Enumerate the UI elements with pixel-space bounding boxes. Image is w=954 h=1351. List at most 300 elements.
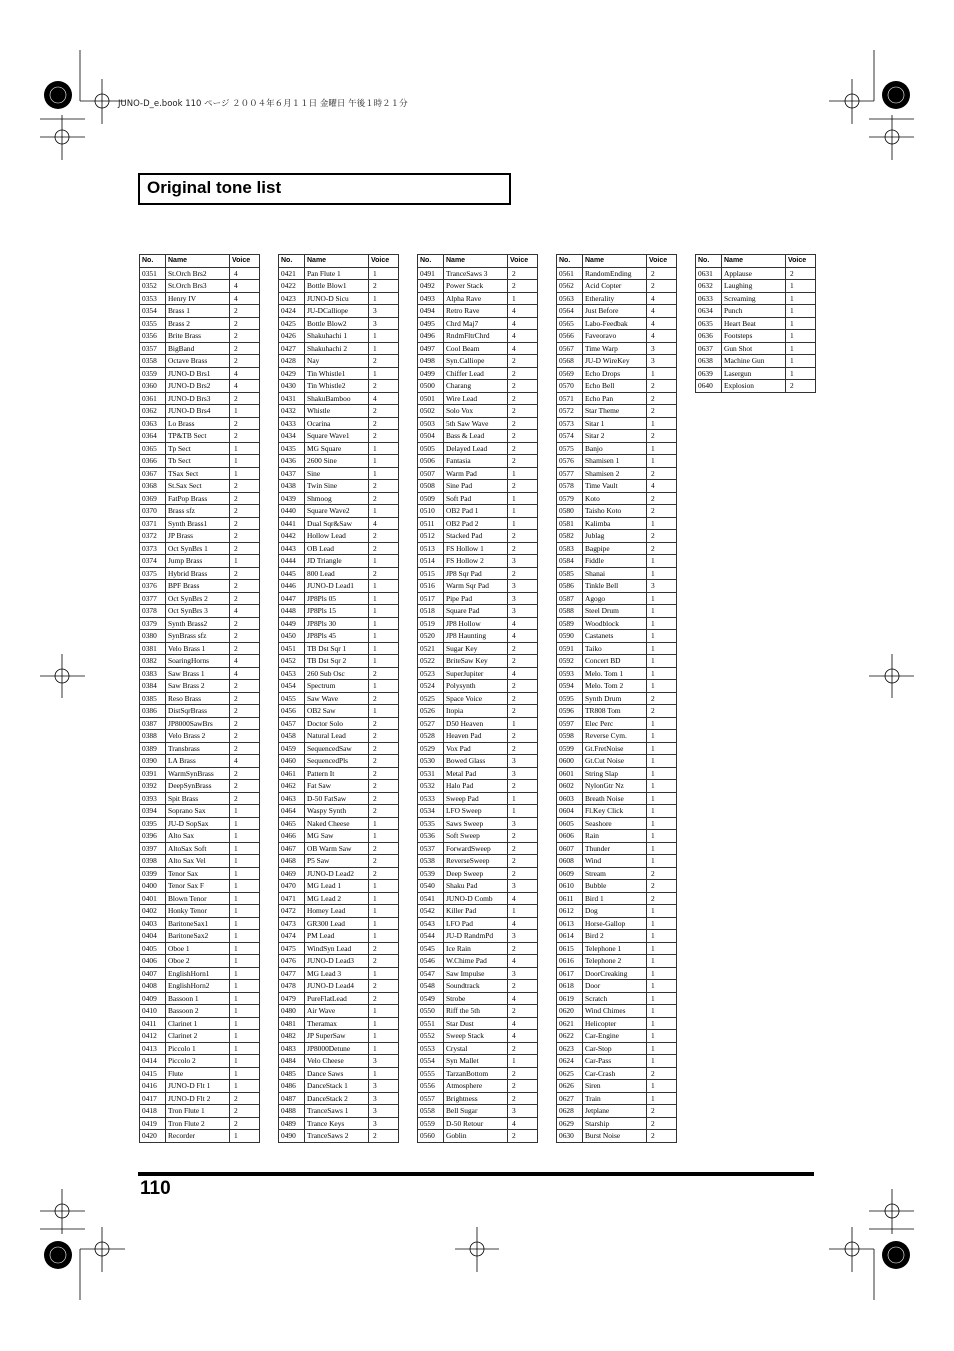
voice-count: 1 — [647, 605, 677, 618]
tone-name: Theramax — [305, 1017, 369, 1030]
tone-number: 0408 — [140, 980, 166, 993]
tone-name: Shanai — [583, 567, 647, 580]
voice-count: 2 — [647, 892, 677, 905]
table-row — [418, 742, 538, 755]
table-row — [418, 292, 538, 305]
table-row — [140, 780, 260, 793]
tone-name: JP8 Haunting — [444, 630, 508, 643]
tone-number: 0627 — [557, 1092, 583, 1105]
tone-number: 0499 — [418, 367, 444, 380]
tone-name: Doctor Solo — [305, 717, 369, 730]
voice-count: 1 — [230, 1055, 260, 1068]
tone-name: TranceSaws 3 — [444, 267, 508, 280]
tone-name: Bubble — [583, 880, 647, 893]
table-row — [418, 430, 538, 443]
tone-name: EnglishHorn2 — [166, 980, 230, 993]
tone-number: 0512 — [418, 530, 444, 543]
tone-name: Jublag — [583, 530, 647, 543]
table-row — [279, 942, 399, 955]
tone-number: 0620 — [557, 1005, 583, 1018]
table-row — [140, 880, 260, 893]
tone-number: 0356 — [140, 330, 166, 343]
tone-name: Air Wave — [305, 1005, 369, 1018]
tone-name: Soundtrack — [444, 980, 508, 993]
tone-number: 0403 — [140, 917, 166, 930]
table-row — [140, 767, 260, 780]
tone-number: 0435 — [279, 442, 305, 455]
table-row — [418, 605, 538, 618]
table-row — [418, 955, 538, 968]
tone-name: W.Chime Pad — [444, 955, 508, 968]
table-row — [557, 455, 677, 468]
table-row — [140, 792, 260, 805]
table-row — [418, 417, 538, 430]
voice-count: 2 — [508, 1067, 538, 1080]
tone-number: 0545 — [418, 942, 444, 955]
tone-name: MG Lead 3 — [305, 967, 369, 980]
table-row — [418, 942, 538, 955]
tone-name: Bassoon 2 — [166, 1005, 230, 1018]
tone-name: TP&TB Sect — [166, 430, 230, 443]
table-row — [418, 617, 538, 630]
table-row — [140, 517, 260, 530]
table-row — [279, 592, 399, 605]
tone-name: Waspy Synth — [305, 805, 369, 818]
tone-number: 0533 — [418, 792, 444, 805]
tone-number: 0507 — [418, 467, 444, 480]
tone-number: 0551 — [418, 1017, 444, 1030]
table-row — [418, 492, 538, 505]
table-row — [279, 1042, 399, 1055]
voice-count: 2 — [647, 1117, 677, 1130]
tone-name: OB2 Saw — [305, 705, 369, 718]
voice-count: 1 — [647, 442, 677, 455]
voice-count: 2 — [647, 392, 677, 405]
tone-name: Ice Rain — [444, 942, 508, 955]
tone-name: Piccolo 2 — [166, 1055, 230, 1068]
tone-name: 5th Saw Wave — [444, 417, 508, 430]
tone-number: 0452 — [279, 655, 305, 668]
table-row — [279, 1017, 399, 1030]
voice-count: 1 — [230, 855, 260, 868]
table-row — [418, 267, 538, 280]
tone-name: Echo Bell — [583, 380, 647, 393]
voice-count: 2 — [230, 542, 260, 555]
tone-name: Charang — [444, 380, 508, 393]
tone-name: JUNO-D Comb — [444, 892, 508, 905]
tone-name: Horse-Gallop — [583, 917, 647, 930]
voice-count: 1 — [786, 367, 816, 380]
tone-name: Clarinet 2 — [166, 1030, 230, 1043]
voice-count: 1 — [508, 792, 538, 805]
voice-count: 4 — [230, 655, 260, 668]
tone-name: Lasergun — [722, 367, 786, 380]
tone-number: 0615 — [557, 942, 583, 955]
tone-number: 0560 — [418, 1130, 444, 1143]
tone-number: 0423 — [279, 292, 305, 305]
voice-count: 4 — [647, 317, 677, 330]
tone-name: ShakuBamboo — [305, 392, 369, 405]
tone-number: 0529 — [418, 742, 444, 755]
tone-number: 0593 — [557, 667, 583, 680]
voice-count: 2 — [230, 642, 260, 655]
tone-table-2 — [278, 254, 399, 1143]
table-row — [140, 867, 260, 880]
table-row — [557, 717, 677, 730]
voice-count: 3 — [508, 605, 538, 618]
table-row — [279, 567, 399, 580]
tone-number: 0628 — [557, 1105, 583, 1118]
table-row — [418, 1105, 538, 1118]
voice-count: 3 — [508, 755, 538, 768]
column-header-no: No. — [140, 255, 166, 268]
tone-name: TranceSaws 1 — [305, 1105, 369, 1118]
tone-number: 0585 — [557, 567, 583, 580]
tone-number: 0353 — [140, 292, 166, 305]
tone-number: 0372 — [140, 530, 166, 543]
tone-name: Melo. Tom 2 — [583, 680, 647, 693]
tone-number: 0640 — [696, 380, 722, 393]
tone-name: Tenor Sax F — [166, 880, 230, 893]
tone-number: 0548 — [418, 980, 444, 993]
voice-count: 2 — [508, 367, 538, 380]
column-header-no: No. — [557, 255, 583, 268]
tone-name: JU-DCalliope — [305, 305, 369, 318]
tone-name: JUNO-D Lead2 — [305, 867, 369, 880]
voice-count: 1 — [230, 555, 260, 568]
tone-name: EnglishHorn1 — [166, 967, 230, 980]
table-row — [279, 867, 399, 880]
tone-name: DanceStack 2 — [305, 1092, 369, 1105]
tone-name: Thunder — [583, 842, 647, 855]
voice-count: 4 — [508, 317, 538, 330]
table-row — [279, 642, 399, 655]
tone-number: 0590 — [557, 630, 583, 643]
table-row — [418, 542, 538, 555]
tone-name: Chrd Maj7 — [444, 317, 508, 330]
table-row — [279, 817, 399, 830]
tone-number: 0431 — [279, 392, 305, 405]
voice-count: 1 — [647, 842, 677, 855]
voice-count: 2 — [508, 530, 538, 543]
tone-number: 0381 — [140, 642, 166, 655]
tone-number: 0434 — [279, 430, 305, 443]
tone-number: 0617 — [557, 967, 583, 980]
tone-number: 0458 — [279, 730, 305, 743]
voice-count: 2 — [369, 955, 399, 968]
tone-name: P5 Saw — [305, 855, 369, 868]
table-row — [557, 1092, 677, 1105]
tone-name: SuperJupiter — [444, 667, 508, 680]
voice-count: 1 — [230, 917, 260, 930]
tone-number: 0401 — [140, 892, 166, 905]
table-row — [140, 755, 260, 768]
tone-number: 0508 — [418, 480, 444, 493]
voice-count: 2 — [230, 742, 260, 755]
voice-count: 2 — [647, 492, 677, 505]
table-row — [418, 392, 538, 405]
tone-name: WarmSynBrass — [166, 767, 230, 780]
table-row — [140, 967, 260, 980]
tone-name: SequencedPls — [305, 755, 369, 768]
tone-number: 0375 — [140, 567, 166, 580]
voice-count: 2 — [508, 280, 538, 293]
voice-count: 1 — [369, 592, 399, 605]
table-row — [140, 1092, 260, 1105]
tone-name: Warm Pad — [444, 467, 508, 480]
table-row — [557, 1117, 677, 1130]
voice-count: 1 — [508, 517, 538, 530]
voice-count: 2 — [508, 942, 538, 955]
tone-name: Sine Pad — [444, 480, 508, 493]
voice-count: 1 — [369, 830, 399, 843]
table-row — [140, 542, 260, 555]
table-row — [418, 280, 538, 293]
table-row — [140, 842, 260, 855]
tone-name: Flute — [166, 1067, 230, 1080]
tone-number: 0351 — [140, 267, 166, 280]
tone-number: 0635 — [696, 317, 722, 330]
tone-name: Warm Sqr Pad — [444, 580, 508, 593]
tone-name: Elec Perc — [583, 717, 647, 730]
voice-count: 3 — [508, 555, 538, 568]
tone-number: 0602 — [557, 780, 583, 793]
voice-count: 2 — [508, 442, 538, 455]
table-row — [140, 580, 260, 593]
voice-count: 4 — [230, 280, 260, 293]
tone-number: 0559 — [418, 1117, 444, 1130]
tone-number: 0553 — [418, 1042, 444, 1055]
table-row — [418, 330, 538, 343]
tone-number: 0505 — [418, 442, 444, 455]
voice-count: 2 — [230, 592, 260, 605]
tone-name: Homey Lead — [305, 905, 369, 918]
table-row — [279, 855, 399, 868]
voice-count: 2 — [369, 767, 399, 780]
voice-count: 2 — [508, 842, 538, 855]
tone-name: Gt.FretNoise — [583, 742, 647, 755]
table-row — [557, 1017, 677, 1030]
table-row — [557, 355, 677, 368]
tone-number: 0495 — [418, 317, 444, 330]
voice-count: 1 — [230, 930, 260, 943]
voice-count: 1 — [369, 817, 399, 830]
voice-count: 1 — [647, 992, 677, 1005]
voice-count: 1 — [647, 667, 677, 680]
table-row — [418, 1030, 538, 1043]
tone-name: Chiffer Lead — [444, 367, 508, 380]
tone-name: Soprano Sax — [166, 805, 230, 818]
voice-count: 4 — [230, 292, 260, 305]
tone-number: 0496 — [418, 330, 444, 343]
table-row — [279, 555, 399, 568]
table-row — [557, 842, 677, 855]
tone-name: TranceSaws 2 — [305, 1130, 369, 1143]
table-row — [418, 905, 538, 918]
tone-number: 0534 — [418, 805, 444, 818]
tone-name: DistSqrBrass — [166, 705, 230, 718]
table-row — [557, 1105, 677, 1118]
voice-count: 2 — [508, 542, 538, 555]
tone-name: Car-Stop — [583, 1042, 647, 1055]
tone-name: Seashore — [583, 817, 647, 830]
tone-number: 0474 — [279, 930, 305, 943]
tone-name: Footsteps — [722, 330, 786, 343]
table-row — [557, 530, 677, 543]
voice-count: 1 — [369, 367, 399, 380]
voice-count: 3 — [369, 1105, 399, 1118]
voice-count: 4 — [508, 342, 538, 355]
column-header-voice: Voice — [508, 255, 538, 268]
tone-name: Steel Drum — [583, 605, 647, 618]
table-row — [279, 905, 399, 918]
table-row — [279, 1092, 399, 1105]
tone-number: 0374 — [140, 555, 166, 568]
tone-name: FS Hollow 2 — [444, 555, 508, 568]
voice-count: 2 — [369, 855, 399, 868]
table-row — [140, 567, 260, 580]
tone-name: Soft Pad — [444, 492, 508, 505]
table-row — [279, 392, 399, 405]
tone-name: Atmosphere — [444, 1080, 508, 1093]
voice-count: 2 — [230, 567, 260, 580]
tone-name: Alto Sax Vel — [166, 855, 230, 868]
table-row — [140, 892, 260, 905]
tone-name: TR808 Tom — [583, 705, 647, 718]
tone-number: 0406 — [140, 955, 166, 968]
table-row — [696, 280, 816, 293]
tone-name: Halo Pad — [444, 780, 508, 793]
tone-name: Sweep Stack — [444, 1030, 508, 1043]
tone-number: 0370 — [140, 505, 166, 518]
table-row — [418, 880, 538, 893]
table-row — [140, 1067, 260, 1080]
tone-name: MG Square — [305, 442, 369, 455]
tone-number: 0364 — [140, 430, 166, 443]
tone-number: 0516 — [418, 580, 444, 593]
tone-name: Stream — [583, 867, 647, 880]
tone-number: 0466 — [279, 830, 305, 843]
voice-count: 1 — [647, 567, 677, 580]
voice-count: 3 — [369, 317, 399, 330]
tone-name: JP Brass — [166, 530, 230, 543]
voice-count: 1 — [647, 917, 677, 930]
tone-name: Helicopter — [583, 1017, 647, 1030]
tone-number: 0610 — [557, 880, 583, 893]
table-row — [418, 592, 538, 605]
table-row — [140, 955, 260, 968]
tone-number: 0430 — [279, 380, 305, 393]
table-row — [696, 342, 816, 355]
voice-count: 1 — [369, 630, 399, 643]
tone-number: 0497 — [418, 342, 444, 355]
table-row — [557, 280, 677, 293]
table-row — [140, 1030, 260, 1043]
tone-number: 0632 — [696, 280, 722, 293]
tone-number: 0520 — [418, 630, 444, 643]
table-row — [418, 655, 538, 668]
tone-name: Alpha Rave — [444, 292, 508, 305]
table-row — [279, 680, 399, 693]
table-row — [557, 667, 677, 680]
table-row — [557, 292, 677, 305]
voice-count: 1 — [369, 1067, 399, 1080]
tone-name: PureFlatLead — [305, 992, 369, 1005]
tone-name: Brite Brass — [166, 330, 230, 343]
tone-number: 0544 — [418, 930, 444, 943]
voice-count: 1 — [647, 955, 677, 968]
tone-number: 0355 — [140, 317, 166, 330]
tone-name: Spit Brass — [166, 792, 230, 805]
tone-name: JP8 Hollow — [444, 617, 508, 630]
tone-number: 0543 — [418, 917, 444, 930]
voice-count: 1 — [369, 580, 399, 593]
voice-count: 4 — [647, 305, 677, 318]
table-row — [418, 405, 538, 418]
voice-count: 2 — [647, 880, 677, 893]
table-row — [140, 617, 260, 630]
table-row — [557, 817, 677, 830]
tone-name: Pipe Pad — [444, 592, 508, 605]
tone-name: DoorCreaking — [583, 967, 647, 980]
tone-number: 0540 — [418, 880, 444, 893]
table-row — [140, 405, 260, 418]
tone-number: 0359 — [140, 367, 166, 380]
table-row — [279, 1080, 399, 1093]
tone-number: 0609 — [557, 867, 583, 880]
voice-count: 1 — [230, 1030, 260, 1043]
tone-number: 0386 — [140, 705, 166, 718]
tone-name: Telephone 1 — [583, 942, 647, 955]
voice-count: 2 — [369, 492, 399, 505]
tone-name: TSax Sect — [166, 467, 230, 480]
voice-count: 4 — [230, 380, 260, 393]
voice-count: 1 — [647, 555, 677, 568]
table-row — [418, 1092, 538, 1105]
voice-count: 1 — [647, 1030, 677, 1043]
tone-name: JP8Pls 05 — [305, 592, 369, 605]
voice-count: 2 — [647, 505, 677, 518]
tone-number: 0414 — [140, 1055, 166, 1068]
voice-count: 1 — [230, 955, 260, 968]
voice-count: 1 — [369, 1017, 399, 1030]
tone-number: 0354 — [140, 305, 166, 318]
tone-name: Twin Sine — [305, 480, 369, 493]
voice-count: 2 — [647, 467, 677, 480]
voice-count: 2 — [230, 717, 260, 730]
tone-name: NylonGtr Nz — [583, 780, 647, 793]
voice-count: 4 — [230, 755, 260, 768]
tone-name: BaritoneSax1 — [166, 917, 230, 930]
table-row — [279, 630, 399, 643]
tone-name: Banjo — [583, 442, 647, 455]
tone-number: 0413 — [140, 1042, 166, 1055]
tone-name: JUNO-D Brs2 — [166, 380, 230, 393]
tone-name: Sitar 2 — [583, 430, 647, 443]
table-row — [140, 342, 260, 355]
table-row — [279, 267, 399, 280]
voice-count: 2 — [369, 542, 399, 555]
tone-name: JUNO-D Brs3 — [166, 392, 230, 405]
voice-count: 2 — [369, 280, 399, 293]
voice-count: 1 — [369, 292, 399, 305]
voice-count: 1 — [369, 905, 399, 918]
tone-number: 0599 — [557, 742, 583, 755]
table-row — [557, 405, 677, 418]
tone-name: Blown Tenor — [166, 892, 230, 905]
table-row — [557, 442, 677, 455]
voice-count: 1 — [230, 980, 260, 993]
